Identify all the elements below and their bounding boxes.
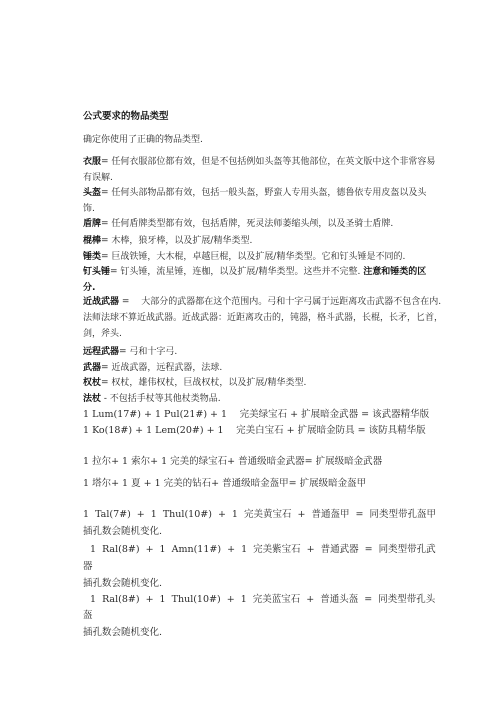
item-type-description: = 任何头部物品都有效，包括一般头盔，野蛮人专用头盔，德鲁依专用皮盔以及头 (101, 188, 427, 198)
item-type-note: 注意和锤类的区 (363, 267, 427, 277)
item-type-term: 钉头锤 (83, 267, 111, 277)
recipe-line: 1 拉尔+ 1 索尔+ 1 完美的绿宝石+ 普通级暗金武器= 扩展级暗金武器 (83, 456, 383, 467)
item-type-term: 远程武器 (83, 347, 120, 357)
item-type-term: 头盔 (83, 188, 102, 198)
recipe-line: 1 Ral(8#) + 1 Thul(10#) + 1 完美蓝宝石 + 普通头盔 = 同类型带孔头 (90, 594, 436, 605)
item-type-melee-continued: 法师法球不算近战武器。近战武器：近距离攻击的，钝器，格斗武器，长棍，长矛，匕首， (83, 313, 444, 323)
item-type-term: 盾牌 (83, 219, 102, 229)
item-type-missile (83, 345, 177, 359)
item-type-term: 衣服 (83, 157, 102, 167)
item-type-description: = 近战武器，远程武器，法球. (101, 363, 223, 373)
item-type-description: = 木棒，狼牙棒，以及扩展/精华类型. (101, 236, 253, 246)
item-type-description: = 钉头锤，流星锤，连枷，以及扩展/精华类型。这些并不完整. (110, 267, 364, 277)
item-type-description: - 不包括手杖等其他杖类物品. (101, 394, 221, 404)
item-type-description: = 巨战铁锤，大木棍，卓越巨棍，以及扩展/精华类型。它和钉头锤是不同的. (101, 252, 406, 262)
item-type-helm-continued: 饰. (83, 204, 95, 214)
item-type-term: 近战武器 (83, 297, 120, 307)
section-title: 公式要求的物品类型 (83, 111, 169, 122)
item-type-description: = 任何衣服部位都有效，但是不包括例如头盔等其他部位，在英文版中这个非常容易 (101, 157, 436, 167)
item-type-scepter (83, 376, 306, 390)
item-type-description: = 大部分的武器都在这个范围内。弓和十字弓属于远距离攻击武器不包含在内. (119, 297, 442, 307)
recipe-note: 插孔数会随机变化. (83, 578, 163, 589)
recipe-line: 1 Ko(18#) + 1 Lem(20#) + 1 完美白宝石 + 扩展暗金防具 = 该防具精华版 (83, 425, 426, 436)
item-type-club (83, 234, 252, 248)
item-type-helm (83, 186, 426, 200)
item-type-term: 权杖 (83, 378, 102, 388)
item-type-staff (83, 392, 221, 406)
recipe-note: 插孔数会随机变化. (83, 627, 163, 638)
item-type-shield (83, 217, 393, 231)
item-type-note-continued: 分. (83, 283, 96, 293)
item-type-term: 棍棒 (83, 236, 102, 246)
item-type-hammer (83, 250, 405, 264)
recipe-line: 1 Lum(17#) + 1 Pul(21#) + 1 完美绿宝石 + 扩展暗金武器 = 该武器精华版 (83, 409, 430, 420)
item-type-mace (83, 265, 426, 279)
item-type-description: = 任何盾牌类型都有效，包括盾牌，死灵法师萎缩头颅，以及圣骑士盾牌. (101, 219, 394, 229)
item-type-clothing (83, 155, 435, 169)
item-type-term: 法杖 (83, 394, 102, 404)
recipe-line: 1 Ral(8#) + 1 Amn(11#) + 1 完美紫宝石 + 普通武器 = 同类型带孔武 (90, 544, 436, 555)
recipe-note: 插孔数会随机变化. (83, 526, 163, 537)
item-type-term: 武器 (83, 363, 102, 373)
item-type-description: = 弓和十字弓. (119, 347, 178, 357)
recipe-line-continued: 器 (83, 561, 93, 572)
item-type-melee-continued: 剑，斧头. (83, 329, 122, 339)
item-type-clothing-continued: 有误解. (83, 173, 113, 183)
recipe-line: 1 Tal(7#) + 1 Thul(10#) + 1 完美黄宝石 + 普通盔甲 = 同类型带孔盔甲 (83, 509, 436, 520)
item-type-weapon (83, 361, 222, 375)
item-type-melee (83, 295, 441, 309)
recipe-line-continued: 盔 (83, 610, 93, 621)
item-type-term: 锤类 (83, 252, 102, 262)
recipe-line: 1 塔尔+ 1 夏 + 1 完美的钻石+ 普通级暗金盔甲= 扩展级暗金盔甲 (83, 478, 367, 489)
item-type-description: = 权杖，雄伟权杖，巨战权杖，以及扩展/精华类型. (101, 378, 307, 388)
intro-text: 确定你使用了正确的物品类型. (83, 135, 203, 145)
